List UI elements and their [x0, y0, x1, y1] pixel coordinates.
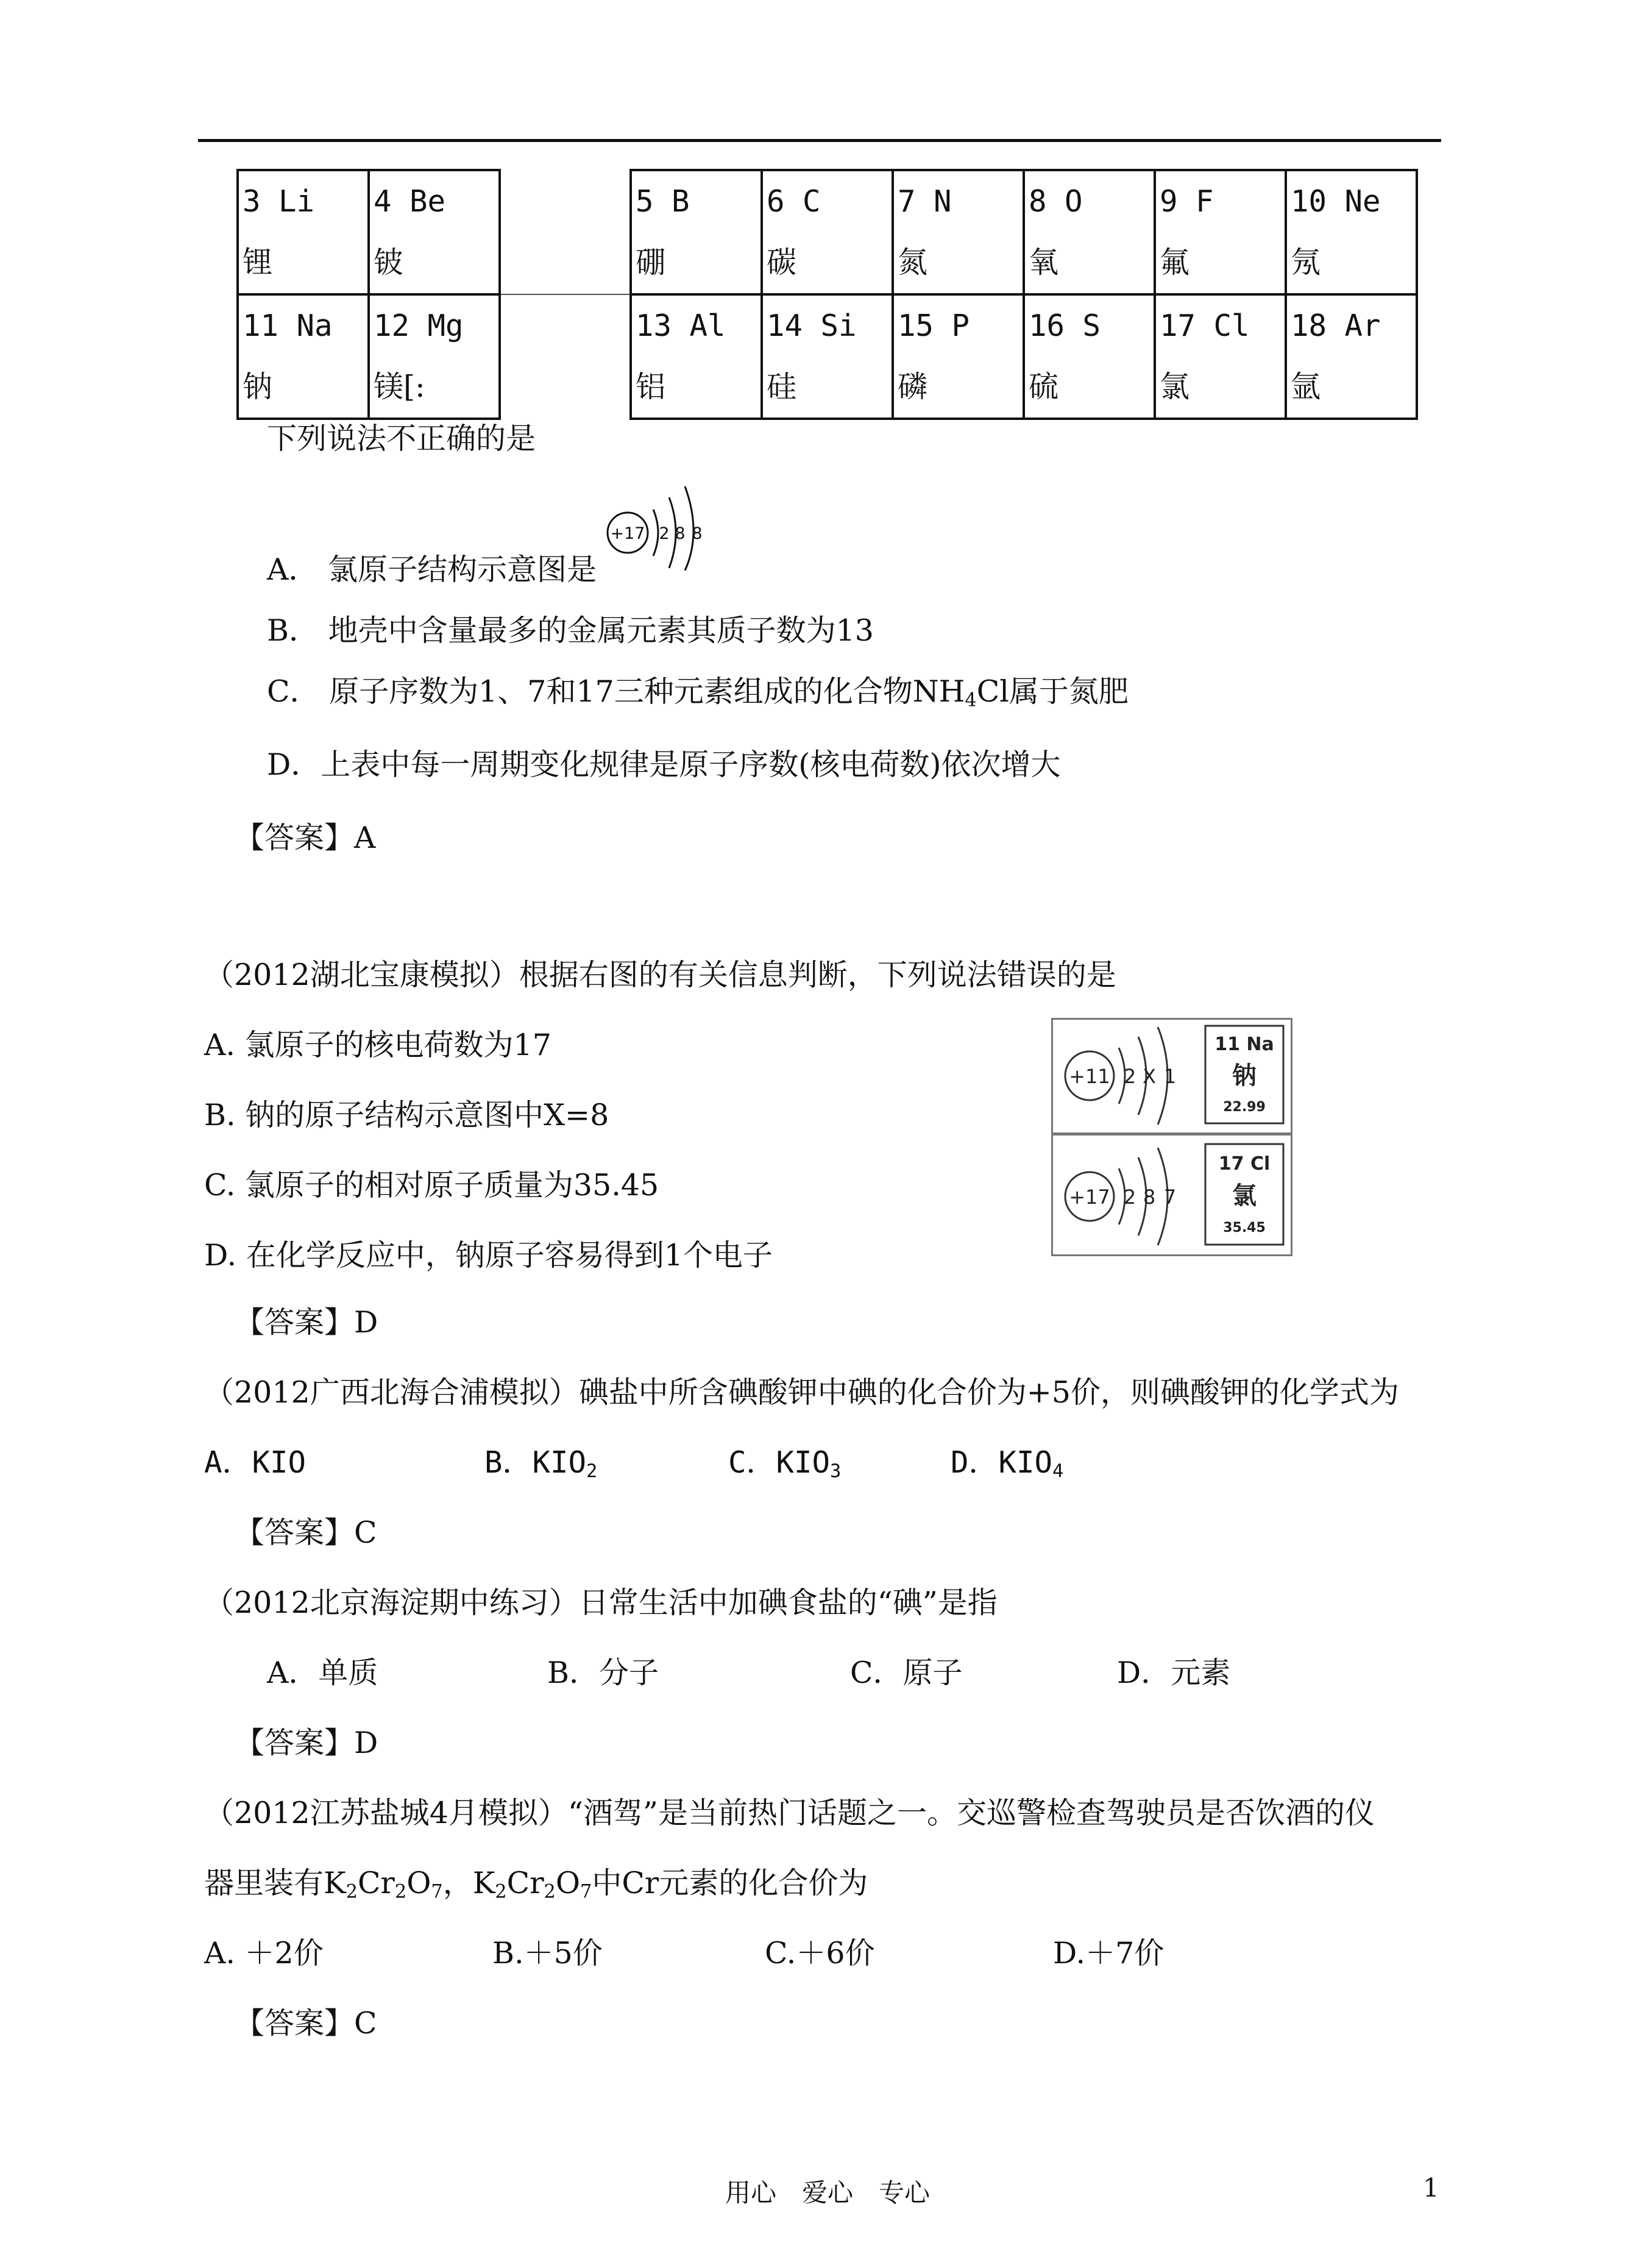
element-name: 铍 — [374, 245, 404, 280]
shell-label: 7 — [1163, 1186, 1177, 1209]
element-symbol: 13 Al — [636, 308, 726, 343]
element-card-symbol: 11 Na — [1214, 1034, 1274, 1055]
q1-option-c: C． 原子序数为1、7和17三种元素组成的化合物$NH_4Cl$属于氮肥 — [267, 674, 1129, 711]
element-symbol: 6 C — [767, 184, 821, 219]
element-cell — [762, 294, 893, 419]
q3-option-c: C．$KIO_3$ — [728, 1445, 842, 1482]
element-name: 硫 — [1029, 369, 1059, 404]
q3-option-b: B．$KIO_2$ — [484, 1445, 598, 1482]
shell-label: X — [1143, 1065, 1156, 1088]
element-name: 氮 — [898, 245, 928, 280]
element-cell — [238, 294, 369, 419]
q5-stem-line2: 器里装有$K_2Cr_2O_7$，$K_2Cr_2O_7$中Cr元素的化合价为 — [204, 1866, 868, 1903]
chlorine-atom-diagram — [603, 479, 737, 571]
element-symbol: 5 B — [636, 184, 690, 219]
element-cell — [238, 170, 369, 294]
q5-option-d: D.＋7价 — [1053, 1936, 1165, 1971]
element-symbol: 17 Cl — [1160, 308, 1250, 343]
q3-answer: 【答案】C — [235, 1515, 377, 1550]
q5-option-b: B.＋5价 — [492, 1936, 603, 1971]
shell-label: 8 — [675, 524, 686, 543]
element-symbol: 15 P — [898, 308, 970, 343]
element-symbol: 8 O — [1029, 184, 1083, 219]
periodic-table-gap — [500, 170, 631, 294]
q1-answer: 【答案】A — [235, 820, 376, 855]
shell-label: 2 — [1123, 1065, 1136, 1088]
element-card-mass: 35.45 — [1223, 1220, 1266, 1235]
element-cell — [1155, 170, 1286, 294]
element-cell — [893, 294, 1024, 419]
shell-label: 8 — [1143, 1186, 1156, 1209]
q5-answer: 【答案】C — [235, 2006, 377, 2041]
element-name: 磷 — [898, 369, 928, 404]
element-symbol: 9 F — [1160, 184, 1214, 219]
element-name: 硅 — [767, 369, 797, 404]
q5-stem-line1: （2012江苏盐城4月模拟）“酒驾”是当前热门话题之一。交巡警检查驾驶员是否饮酒的仪 — [204, 1796, 1375, 1830]
element-name: 氧 — [1029, 245, 1059, 280]
q2-option-b: B. 钠的原子结构示意图中X=8 — [204, 1098, 609, 1132]
q2-answer: 【答案】D — [235, 1305, 378, 1340]
q1-prompt: 下列说法不正确的是 — [267, 421, 536, 456]
element-name: 氟 — [1160, 245, 1190, 280]
element-cell — [762, 170, 893, 294]
nucleus-label: +17 — [610, 524, 645, 543]
footer-motto: 用心 爱心 专心 — [725, 2178, 931, 2208]
q2-stem: （2012湖北宝康模拟）根据右图的有关信息判断，下列说法错误的是 — [204, 958, 1116, 992]
nucleus-label: +17 — [1069, 1186, 1110, 1209]
element-card-mass: 22.99 — [1223, 1100, 1266, 1115]
element-cell — [1286, 294, 1417, 419]
element-cell — [369, 170, 500, 294]
q1-option-d: D．上表中每一周期变化规律是原子序数(核电荷数)依次增大 — [267, 747, 1061, 782]
q5-option-a: A. ＋2价 — [204, 1936, 324, 1971]
periodic-table-row — [238, 294, 1417, 419]
header-rule — [198, 139, 1441, 142]
element-symbol: 16 S — [1029, 308, 1101, 343]
element-symbol: 14 Si — [767, 308, 857, 343]
element-cell — [893, 170, 1024, 294]
element-name: 镁[: — [374, 369, 425, 404]
q1-option-b: B． 地壳中含量最多的金属元素其质子数为13 — [267, 613, 874, 648]
q2-option-a: A. 氯原子的核电荷数为17 — [204, 1028, 551, 1062]
element-card-name: 氯 — [1232, 1182, 1257, 1210]
element-cell — [1024, 170, 1155, 294]
element-name: 氖 — [1291, 245, 1321, 280]
element-name: 钠 — [243, 369, 273, 404]
element-symbol: 11 Na — [243, 308, 333, 343]
chlorine-figure — [1051, 1134, 1292, 1256]
element-card-name: 钠 — [1232, 1062, 1257, 1090]
q3-option-a: A．KIO — [204, 1445, 307, 1480]
shell-label: 8 — [692, 524, 703, 543]
element-cell — [631, 294, 762, 419]
element-cell — [1286, 170, 1417, 294]
element-cell — [1024, 294, 1155, 419]
element-cell — [1155, 294, 1286, 419]
periodic-table-gap — [500, 294, 631, 419]
q3-stem: （2012广西北海合浦模拟）碘盐中所含碘酸钾中碘的化合价为+5价，则碘酸钾的化学式为 — [204, 1375, 1399, 1410]
element-cell — [631, 170, 762, 294]
shell-label: 1 — [1163, 1065, 1177, 1088]
shell-label: 2 — [1123, 1186, 1136, 1209]
element-name: 碳 — [767, 245, 797, 280]
element-name: 氯 — [1160, 369, 1190, 404]
q4-option-b: B．分子 — [547, 1655, 659, 1690]
q4-stem: （2012北京海淀期中练习）日常生活中加碘食盐的“碘”是指 — [204, 1585, 998, 1620]
q1-option-a: A． 氯原子结构示意图是 — [267, 552, 597, 587]
q3-option-d: D．$KIO_4$ — [951, 1445, 1064, 1482]
element-symbol: 10 Ne — [1291, 184, 1381, 219]
q2-option-d: D. 在化学反应中，钠原子容易得到1个电子 — [204, 1238, 773, 1273]
element-name: 铝 — [636, 369, 666, 404]
element-symbol: 7 N — [898, 184, 952, 219]
element-name: 硼 — [636, 245, 666, 280]
element-cell — [369, 294, 500, 419]
q2-option-c: C. 氯原子的相对原子质量为35.45 — [204, 1168, 659, 1203]
element-card-symbol: 17 Cl — [1218, 1153, 1271, 1175]
periodic-table-row — [238, 170, 1417, 294]
q4-option-d: D．元素 — [1117, 1655, 1231, 1690]
q4-option-c: C．原子 — [850, 1655, 963, 1690]
element-symbol: 3 Li — [243, 184, 315, 219]
element-name: 氩 — [1291, 369, 1321, 404]
element-name: 锂 — [243, 245, 273, 280]
q4-option-a: A．单质 — [267, 1655, 378, 1690]
q4-answer: 【答案】D — [235, 1726, 378, 1760]
element-symbol: 18 Ar — [1291, 308, 1381, 343]
periodic-table — [236, 169, 1418, 420]
sodium-figure — [1051, 1018, 1292, 1134]
page-number: 1 — [1423, 2173, 1439, 2203]
element-symbol: 12 Mg — [374, 308, 464, 343]
q5-option-c: C.＋6价 — [765, 1936, 875, 1971]
shell-label: 2 — [659, 524, 670, 543]
element-symbol: 4 Be — [374, 184, 446, 219]
nucleus-label: +11 — [1069, 1065, 1110, 1088]
